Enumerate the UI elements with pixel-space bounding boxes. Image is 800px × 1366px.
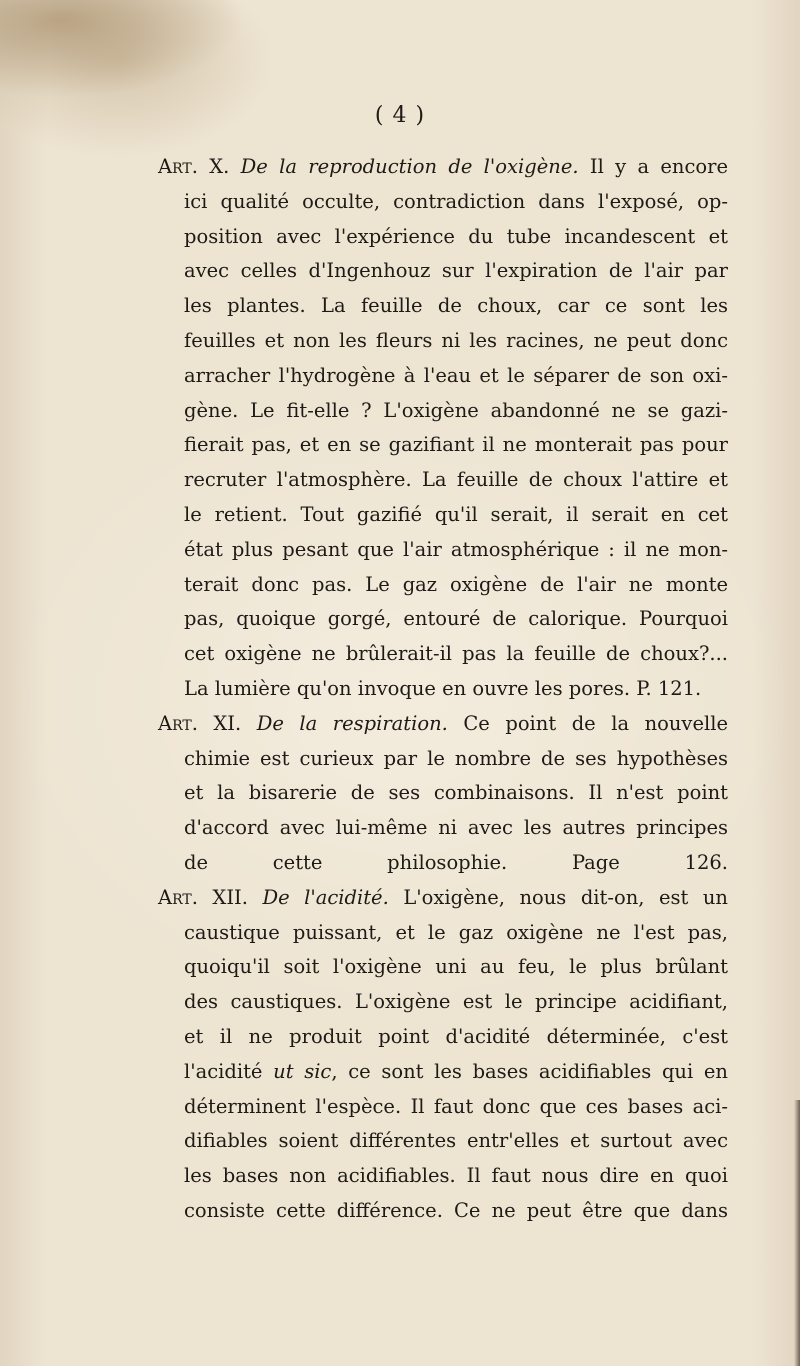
body-text	[158, 150, 728, 1229]
text-line: ici qualité occulte, contradiction dans l'exposé, op-	[184, 189, 728, 213]
text-line: arracher l'hydrogène à l'eau et le séparer de son oxi-	[184, 363, 728, 387]
text-line: et la bisarerie de ses combinaisons. Il n'est point	[184, 781, 728, 805]
text-line: et il ne produit point d'acidité déterminée, c'est	[184, 1024, 728, 1048]
text-line: le retient. Tout gazifié qu'il serait, il serait en cet	[184, 502, 728, 526]
text-line: Art. XI. De la respiration. Ce point de la nouvelle	[158, 711, 729, 735]
text-line: terait donc pas. Le gaz oxigène de l'air ne monte	[184, 572, 728, 596]
text-line: feuilles et non les fleurs ni les racines, ne peut donc	[184, 328, 728, 352]
page-number: ( 4 )	[374, 103, 426, 128]
text-line: quoiqu'il soit l'oxigène uni au feu, le plus brûlant	[184, 955, 728, 979]
text-line: des caustiques. L'oxigène est le principe acidifiant,	[184, 990, 728, 1014]
text-line: pas, quoique gorgé, entouré de calorique. Pourquoi	[184, 607, 728, 631]
text-line: Art. X. De la reproduction de l'oxigène. Il y a encore	[158, 155, 729, 178]
text-line: position avec l'expérience du tube incandescent et	[184, 224, 728, 248]
text-line: gène. Le fit-elle ? L'oxigène abandonné ne se gazi-	[184, 398, 728, 422]
text-line: d'accord avec lui-même ni avec les autres principes	[184, 816, 728, 840]
text-line: les bases non acidifiables. Il faut nous dire en quoi	[184, 1164, 728, 1188]
text-line: déterminent l'espèce. Il faut donc que ces bases aci-	[184, 1094, 728, 1118]
text-line: fierait pas, et en se gazifiant il ne monterait pas pour	[184, 433, 728, 457]
text-line: consiste cette différence. Ce ne peut être que dans	[184, 1198, 728, 1222]
text-line: La lumière qu'on invoque en ouvre les pores. P. 121.	[184, 676, 702, 700]
page-edge-shadow	[794, 1100, 800, 1366]
text-line: avec celles d'Ingenhouz sur l'expiration de l'air par	[184, 259, 728, 283]
text-line: les plantes. La feuille de choux, car ce sont les	[184, 294, 728, 318]
text-line: cet oxigène ne brûlerait-il pas la feuille de choux?...	[184, 642, 728, 666]
text-line: état plus pesant que l'air atmosphérique : il ne mon-	[184, 537, 728, 561]
text-line: chimie est curieux par le nombre de ses hypothèses	[184, 746, 728, 770]
text-line: de cette philosophie. Page 126.	[184, 850, 728, 874]
text-line: caustique puissant, et le gaz oxigène ne l'est pas,	[184, 920, 728, 944]
text-line: l'acidité ut sic, ce sont les bases acidifiables qui en	[184, 1059, 728, 1083]
text-line: Art. XII. De l'acidité. L'oxigène, nous dit-on, est un	[158, 885, 728, 909]
text-line: recruter l'atmosphère. La feuille de choux l'attire et	[184, 468, 728, 492]
text-line: difiables soient différentes entr'elles et surtout avec	[184, 1129, 728, 1153]
